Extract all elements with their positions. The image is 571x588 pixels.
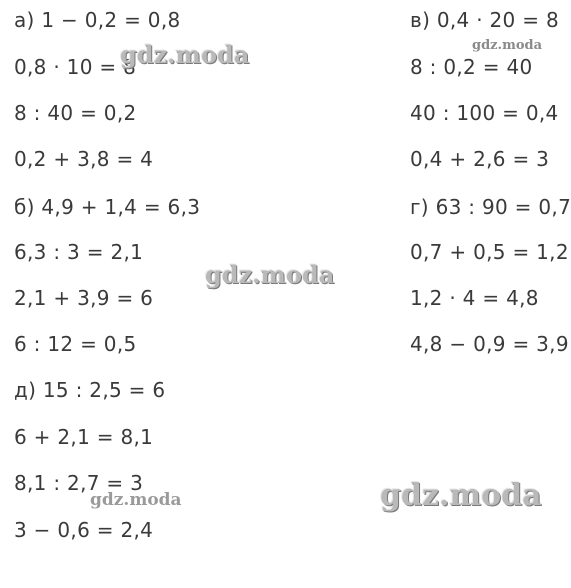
equation-a-1: а) 1 − 0,2 = 0,8	[14, 8, 181, 32]
equation-g-2: 0,7 + 0,5 = 1,2	[410, 240, 569, 264]
equation-g-1: г) 63 : 90 = 0,7	[410, 195, 571, 219]
watermark: gdz.moda	[90, 490, 182, 510]
watermark: gdz.moda	[380, 478, 542, 513]
watermark: gdz.moda	[120, 40, 250, 69]
equation-d-2: 6 + 2,1 = 8,1	[14, 425, 154, 449]
equation-d-1: д) 15 : 2,5 = 6	[14, 378, 166, 402]
equation-g-4: 4,8 − 0,9 = 3,9	[410, 332, 569, 356]
equation-v-4: 0,4 + 2,6 = 3	[410, 147, 550, 171]
equation-b-1: б) 4,9 + 1,4 = 6,3	[14, 195, 201, 219]
equation-v-2: 8 : 0,2 = 40	[410, 55, 533, 79]
equation-b-2: 6,3 : 3 = 2,1	[14, 240, 144, 264]
equation-g-3: 1,2 · 4 = 4,8	[410, 286, 539, 310]
equation-d-3: 8,1 : 2,7 = 3	[14, 471, 144, 495]
watermark: gdz.moda	[205, 260, 335, 289]
equation-d-4: 3 − 0,6 = 2,4	[14, 518, 154, 542]
equation-a-3: 8 : 40 = 0,2	[14, 101, 137, 125]
equation-v-1: в) 0,4 · 20 = 8	[410, 8, 559, 32]
equation-b-4: 6 : 12 = 0,5	[14, 332, 137, 356]
equation-v-3: 40 : 100 = 0,4	[410, 101, 559, 125]
watermark: gdz.moda	[472, 38, 543, 53]
equation-a-2: 0,8 · 10 = 8	[14, 55, 137, 79]
equation-a-4: 0,2 + 3,8 = 4	[14, 147, 154, 171]
equation-b-3: 2,1 + 3,9 = 6	[14, 286, 154, 310]
